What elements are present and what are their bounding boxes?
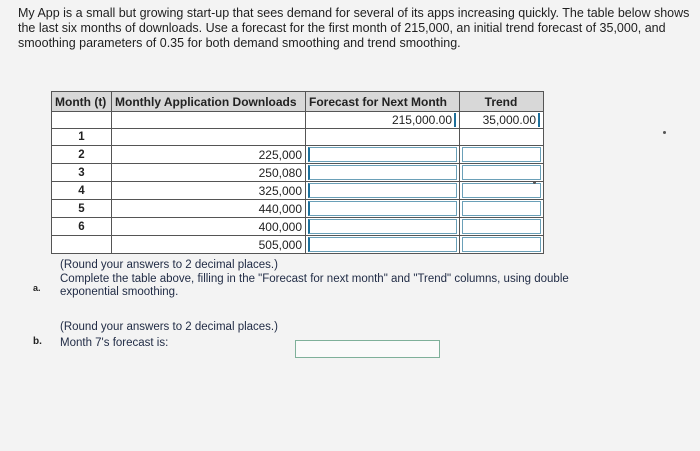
initial-trend-value: 35,000.00 [460, 112, 544, 129]
forecast-input[interactable] [306, 164, 460, 182]
header-forecast: Forecast for Next Month [306, 92, 460, 112]
table-row [52, 218, 544, 236]
downloads-value: 225,000 [112, 146, 306, 164]
forecast-input[interactable] [306, 200, 460, 218]
trend-input[interactable] [460, 182, 544, 200]
downloads-value: 325,000 [112, 182, 306, 200]
cell-empty [52, 112, 112, 129]
cursor-dot [663, 131, 666, 134]
forecast-cell [306, 129, 460, 146]
downloads-value [112, 129, 306, 146]
trend-input[interactable] [460, 236, 544, 254]
trend-cell [460, 129, 544, 146]
cell-empty [112, 112, 306, 129]
initial-forecast-value: 215,000.00 [306, 112, 460, 129]
table-row [52, 129, 544, 146]
month-number: 1 [52, 129, 112, 146]
month-number: 3 [52, 164, 112, 182]
month-number: 5 [52, 200, 112, 218]
month-number: 2 [52, 146, 112, 164]
table-row [52, 182, 544, 200]
table-row [52, 146, 544, 164]
trend-input[interactable] [460, 218, 544, 236]
cell-empty [52, 236, 112, 254]
forecast-input[interactable] [306, 218, 460, 236]
month-number: 4 [52, 182, 112, 200]
table-row [52, 236, 544, 254]
table-row [52, 164, 544, 182]
downloads-value: 250,080 [112, 164, 306, 182]
month7-forecast-input[interactable] [295, 340, 440, 358]
table-row-initial [52, 112, 544, 129]
trend-input[interactable] [460, 200, 544, 218]
month-number: 6 [52, 218, 112, 236]
downloads-value: 440,000 [112, 200, 306, 218]
forecast-input[interactable] [306, 146, 460, 164]
header-trend: Trend [460, 92, 544, 112]
part-a-label: a. [33, 283, 41, 293]
trend-input[interactable] [460, 146, 544, 164]
header-downloads: Monthly Application Downloads [112, 92, 306, 112]
trend-input[interactable] [460, 164, 544, 182]
part-a-instruction: Complete the table above, filling in the "Forecast for next month" and "Trend" columns, using double exponential smoothing. [60, 273, 569, 298]
round-note-b: (Round your answers to 2 decimal places.) [60, 321, 278, 333]
forecast-input[interactable] [306, 236, 460, 254]
part-b-label: b. [33, 336, 42, 347]
header-month: Month (t) [52, 92, 112, 112]
problem-statement: My App is a small but growing start-up that sees demand for several of its apps increasing quickly. The table below shows the last six months of downloads. Use a forecast for the first month of 215,000, an initial trend forecast of 35,000, and smoothing parameters of 0.35 for both demand smoothing and trend smoothing. [18, 6, 690, 50]
cursor-dot [533, 181, 536, 184]
forecast-input[interactable] [306, 182, 460, 200]
round-note-a: (Round your answers to 2 decimal places.) [60, 259, 278, 271]
downloads-value: 505,000 [112, 236, 306, 254]
smoothing-table [51, 91, 544, 254]
month7-forecast-label: Month 7's forecast is: [60, 337, 169, 349]
table-row [52, 200, 544, 218]
downloads-value: 400,000 [112, 218, 306, 236]
